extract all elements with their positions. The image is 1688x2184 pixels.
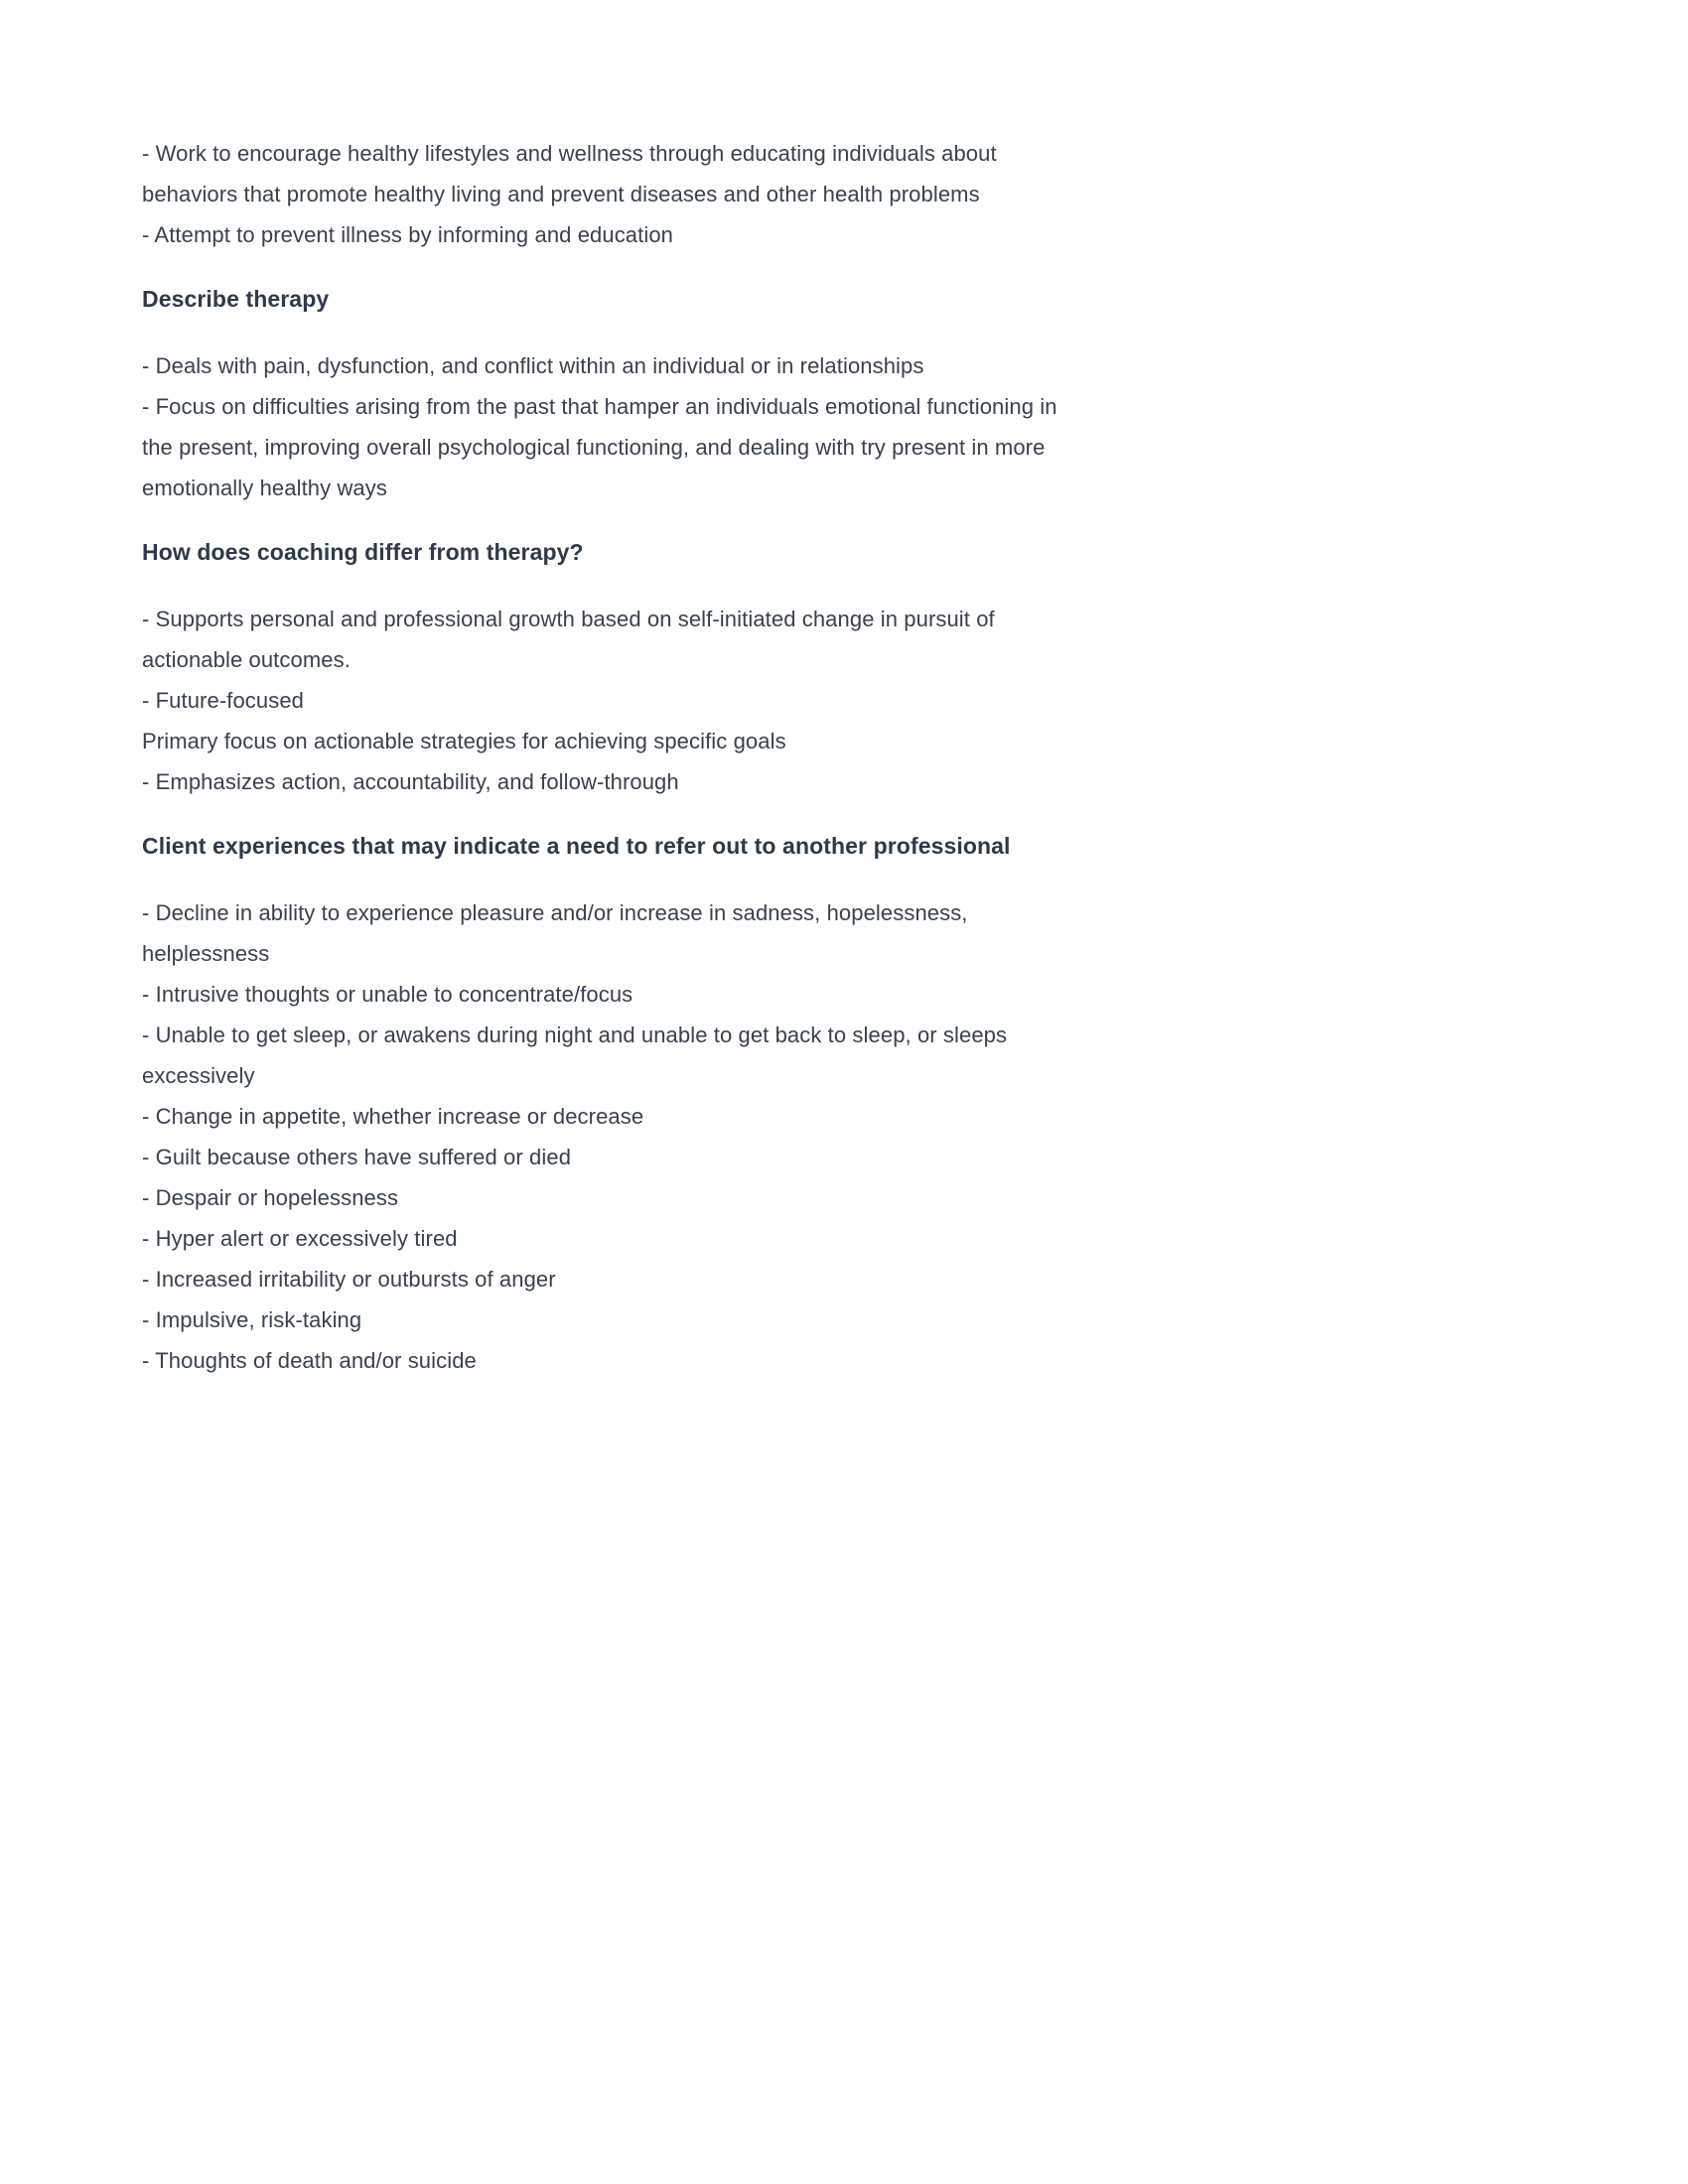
paragraph-referral-indicators: [142, 892, 1065, 1381]
bullet-line: - Emphasizes action, accountability, and follow-through: [142, 769, 679, 794]
bullet-line: - Focus on difficulties arising from the past that hamper an individuals emotional functioning in the present, improving overall psychological functioning, and dealing with try present in more emotionally healthy ways: [142, 394, 1057, 500]
bullet-line: - Supports personal and professional growth based on self-initiated change in pursuit of actionable outcomes.: [142, 607, 995, 672]
bullet-line: - Despair or hopelessness: [142, 1185, 399, 1210]
paragraph-health-promotion: [142, 133, 1065, 255]
bullet-line: - Change in appetite, whether increase or decrease: [142, 1104, 644, 1129]
bullet-line: - Impulsive, risk-taking: [142, 1307, 362, 1332]
section-heading-refer-out: Client experiences that may indicate a need to refer out to another professional: [142, 833, 1011, 859]
paragraph-therapy-description: [142, 345, 1065, 508]
paragraph-coaching-differences: [142, 599, 1065, 802]
bullet-line: - Intrusive thoughts or unable to concentrate/focus: [142, 982, 633, 1007]
bullet-line: - Increased irritability or outbursts of anger: [142, 1267, 556, 1292]
bullet-line: - Hyper alert or excessively tired: [142, 1226, 458, 1251]
bullet-line: - Thoughts of death and/or suicide: [142, 1348, 477, 1373]
bullet-line: - Future-focused: [142, 688, 305, 713]
bullet-line: - Attempt to prevent illness by informing and education: [142, 222, 674, 247]
bullet-line: - Decline in ability to experience pleasure and/or increase in sadness, hopelessness, helplessness: [142, 900, 968, 966]
bullet-line: Primary focus on actionable strategies for achieving specific goals: [142, 729, 786, 753]
document-content: [142, 133, 1065, 1405]
bullet-line: - Unable to get sleep, or awakens during night and unable to get back to sleep, or sleeps excessively: [142, 1023, 1008, 1088]
section-heading-describe-therapy: Describe therapy: [142, 286, 330, 312]
bullet-line: - Deals with pain, dysfunction, and conflict within an individual or in relationships: [142, 353, 924, 378]
bullet-line: - Guilt because others have suffered or died: [142, 1145, 572, 1169]
bullet-line: - Work to encourage healthy lifestyles and wellness through educating individuals about behaviors that promote healthy living and prevent diseases and other health problems: [142, 141, 997, 206]
section-heading-coaching-vs-therapy: How does coaching differ from therapy?: [142, 539, 584, 565]
